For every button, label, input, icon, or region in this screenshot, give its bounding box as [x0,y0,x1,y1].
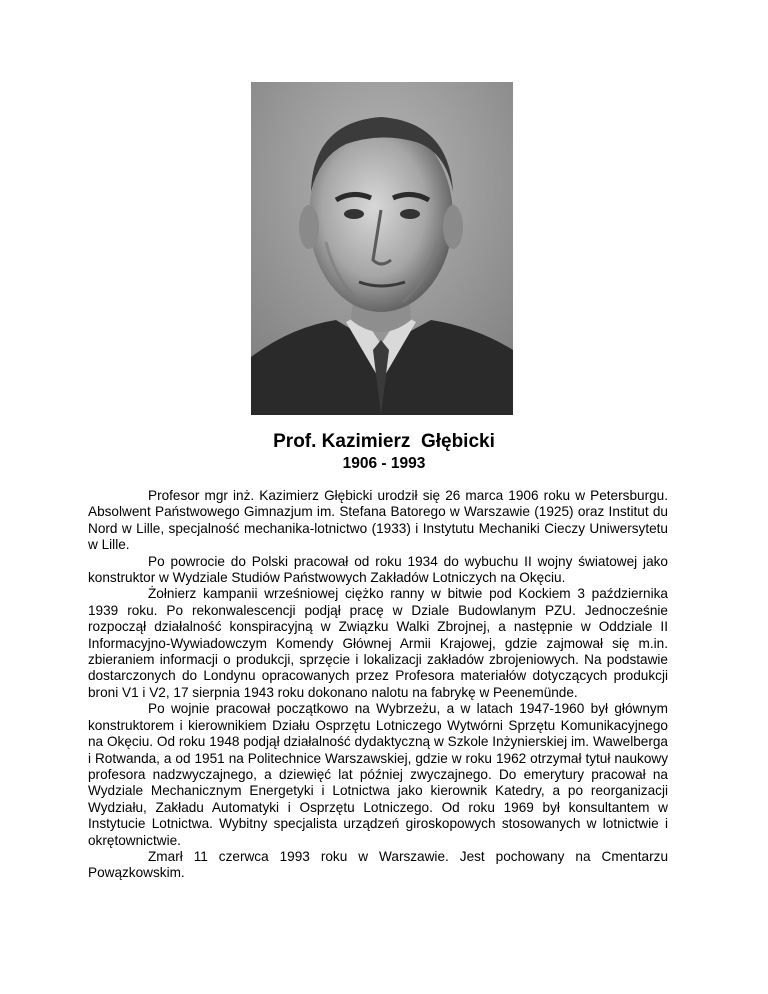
biography-paragraph-2: Po powrocie do Polski pracował od roku 1934 do wybuchu II wojny światowej jako konstruktor w Wydziale Studiów Państwowych Zakładów Lotniczych na Okęciu. [88,553,668,586]
person-name-heading: Prof. Kazimierz Głębicki [273,431,495,452]
biography-paragraph-3: Żołnierz kampanii wrześniowej ciężko ranny w bitwie pod Kockiem 3 października 1939 roku. Po rekonwalescencji podjął pracę w Dziale Budowlanym PZU. Jednocześnie rozpoczął działalność konspiracyjną w Związku Walki Zbrojnej, a następnie w Oddziale II Informacyjno-Wywiadowczym Komendy Głównej Armii Krajowej, gdzie zajmował się m.in. zbieraniem informacji o produkcji, sprzęcie i lokalizacji zakładów zbrojeniowych. Na podstawie dostarczonych do Londynu opracowanych przez Profesora materiałów dotyczących produkcji broni V1 i V2, 17 sierpnia 1943 roku dokonano nalotu na fabrykę w Peenemünde. [88,586,668,700]
biography-text [88,488,668,882]
portrait-photo [251,82,513,415]
biography-paragraph-5: Zmarł 11 czerwca 1993 roku w Warszawie. Jest pochowany na Cmentarzu Powązkowskim. [88,848,668,881]
life-years: 1906 - 1993 [342,455,426,472]
biography-paragraph-1: Profesor mgr inż. Kazimierz Głębicki urodził się 26 marca 1906 roku w Petersburgu. Absolwent Państwowego Gimnazjum im. Stefana Batorego w Warszawie (1925) oraz Institut du Nord w Lille, specjalność mechanika-lotnictwo (1933) i Instytutu Mechaniki Cieczy Uniwersytetu w Lille. [88,488,668,553]
portrait-icon [251,82,513,415]
biography-paragraph-4: Po wojnie pracował początkowo na Wybrzeżu, a w latach 1947-1960 był głównym konstruktorem i kierownikiem Działu Osprzętu Lotniczego Wytwórni Sprzętu Komunikacyjnego na Okęciu. Od roku 1948 podjął działalność dydaktyczną w Szkole Inżynierskiej im. Wawelberga i Rotwanda, a od 1951 na Politechnice Warszawskiej, gdzie w roku 1962 otrzymał tytuł naukowy profesora nadzwyczajnego, a dziewięć lat później zwyczajnego. Do emerytury pracował na Wydziale Mechanicznym Energetyki i Lotnictwa jako kierownik Katedry, a po reorganizacji Wydziału, Zakładu Automatyki i Osprzętu Lotniczego. Od roku 1969 był konsultantem w Instytucie Lotnictwa. Wybitny specjalista urządzeń giroskopowych stosowanych w lotnictwie i okrętownictwie. [88,701,668,848]
